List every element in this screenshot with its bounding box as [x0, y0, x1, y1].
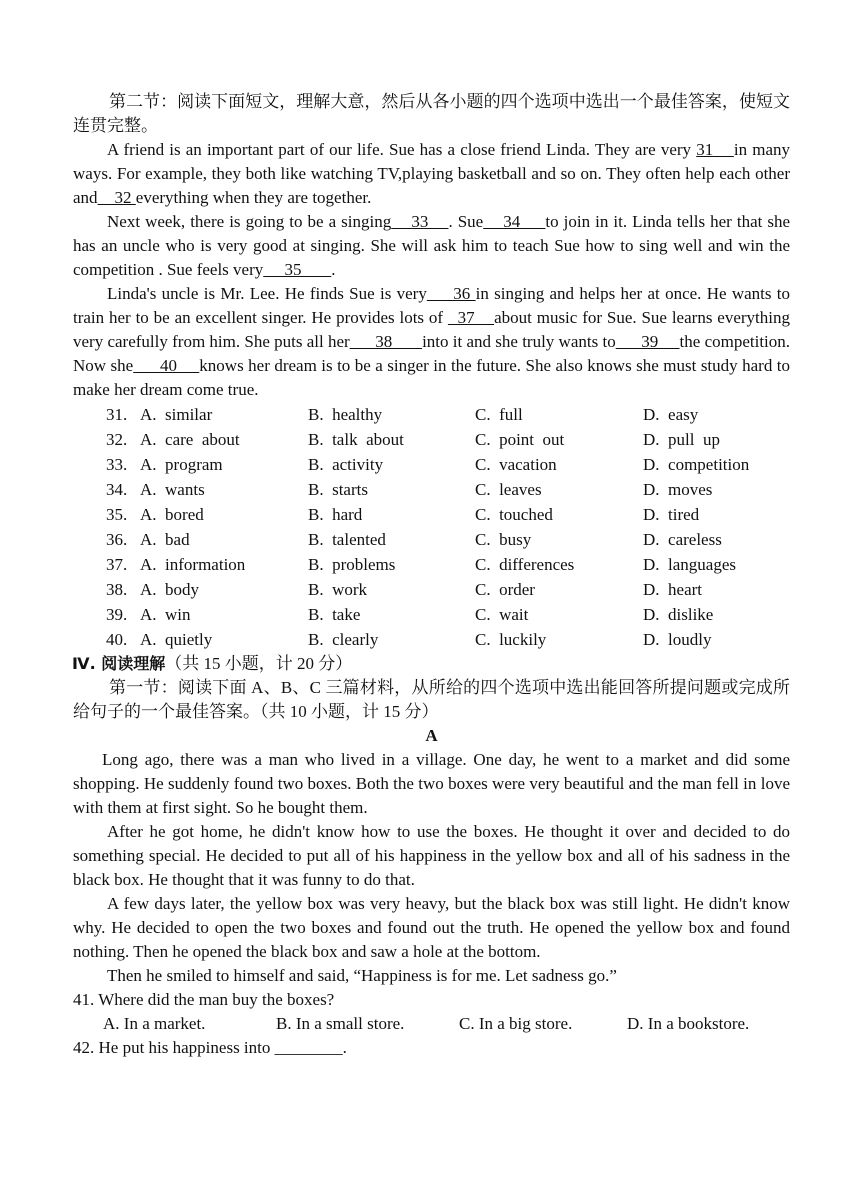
option-row	[73, 527, 790, 552]
option-d[interactable]: D. careless	[643, 530, 722, 549]
question-number: 40.	[106, 630, 128, 649]
question-41: 41. Where did the man buy the boxes?	[73, 990, 335, 1009]
option-row	[73, 402, 790, 427]
option-b[interactable]: B. activity	[308, 455, 384, 474]
option-row	[73, 602, 790, 627]
text-run: knows her dream is to be a singer in the future. She also knows she must study hard to make her dream come true.	[73, 356, 791, 399]
option-b[interactable]: B. clearly	[308, 630, 379, 649]
passage-paragraph-4: Then he smiled to himself and said, “Happiness is for me. Let sadness go.”	[107, 966, 617, 985]
option-c[interactable]: C. order	[475, 580, 535, 599]
section-title: Ⅳ. 阅读理解	[72, 654, 166, 673]
option-b[interactable]: B. talented	[308, 530, 386, 549]
text-run: everything when they are together.	[135, 188, 372, 207]
option-b[interactable]: B. healthy	[308, 405, 383, 424]
text-run: about music for Sue. Sue learns everything very carefully from him. She puts all her	[73, 308, 790, 351]
cloze-paragraph-3	[73, 282, 790, 402]
option-row	[73, 427, 790, 452]
question-number: 35.	[106, 505, 128, 524]
option-a[interactable]: A. care about	[140, 430, 240, 449]
option-c[interactable]: C. busy	[475, 530, 532, 549]
blank-31: 31	[696, 140, 734, 159]
text-run: in singing and helps her at once. He wants to train her to be an excellent singer. He provides lots of	[73, 284, 791, 327]
option-a[interactable]: A. bored	[140, 505, 204, 524]
reading-instruction: 第一节：阅读下面 A、B、C 三篇材料，从所给的四个选项中选出能回答所提问题或完成所给句子的一个最佳答案。（共 10 小题，计 15 分）	[73, 678, 790, 721]
option-row	[73, 477, 790, 502]
question-number: 39.	[106, 605, 128, 624]
option-d[interactable]: D. easy	[643, 405, 699, 424]
option-b[interactable]: B. hard	[308, 505, 363, 524]
text-run: . Sue	[448, 212, 484, 231]
option-d[interactable]: D. In a bookstore.	[627, 1014, 750, 1033]
option-d[interactable]: D. tired	[643, 505, 700, 524]
question-number: 36.	[106, 530, 128, 549]
question-number: 37.	[106, 555, 128, 574]
text-run: .	[331, 260, 336, 279]
option-b[interactable]: B. In a small store.	[276, 1014, 405, 1033]
option-a[interactable]: A. wants	[140, 480, 205, 499]
option-a[interactable]: A. win	[140, 605, 191, 624]
text-run: to join in it. Linda tells her that she has an uncle who is very good at singing. She will ask him to teach Sue how to sing well and win the competition . Sue feels very	[73, 212, 791, 279]
passage-paragraph-1: Long ago, there was a man who lived in a village. One day, he went to a market and did some shopping. He suddenly found two boxes. Both the two boxes were very beautiful and the man fell in love with them at first sight. So he bought them.	[73, 750, 790, 817]
option-c[interactable]: C. touched	[475, 505, 553, 524]
blank-36: 36	[426, 284, 476, 303]
option-row	[73, 627, 790, 652]
option-row	[73, 452, 790, 477]
option-c[interactable]: C. vacation	[475, 455, 557, 474]
option-a[interactable]: A. body	[140, 580, 200, 599]
question-number: 31.	[106, 405, 128, 424]
option-c[interactable]: C. differences	[475, 555, 575, 574]
option-c[interactable]: C. wait	[475, 605, 529, 624]
blank-37: 37	[447, 308, 495, 327]
passage-paragraph-2: After he got home, he didn't know how to use the boxes. He thought it over and decided to do something special. He decided to put all of his happiness in the yellow box and all of his sadness in the black box. He thought that it was funny to do that.	[73, 822, 790, 889]
blank-33: 33	[391, 212, 449, 231]
option-d[interactable]: D. dislike	[643, 605, 714, 624]
exam-page	[73, 90, 790, 1060]
option-a[interactable]: A. program	[140, 455, 223, 474]
blank-38: 38	[349, 332, 423, 351]
question-number: 32.	[106, 430, 128, 449]
question-41-options	[73, 1012, 790, 1036]
option-b[interactable]: B. problems	[308, 555, 396, 574]
option-a[interactable]: A. information	[140, 555, 246, 574]
option-c[interactable]: C. leaves	[475, 480, 542, 499]
text-run: into it and she truly wants to	[422, 332, 616, 351]
option-c[interactable]: C. point out	[475, 430, 565, 449]
option-a[interactable]: A. quietly	[140, 630, 213, 649]
passage-paragraph-3: A few days later, the yellow box was very heavy, but the black box was still light. He didn't know why. He decided to open the two boxes and found out the truth. He opened the yellow box and found nothing. Then he opened the black box and saw a hole at the bottom.	[73, 894, 790, 961]
blank-32: 32	[97, 188, 136, 207]
option-d[interactable]: D. competition	[643, 455, 750, 474]
option-d[interactable]: D. pull up	[643, 430, 720, 449]
blank-35: 35	[263, 260, 332, 279]
option-c[interactable]: C. luckily	[475, 630, 547, 649]
text-run: Linda's uncle is Mr. Lee. He finds Sue is very	[107, 284, 427, 303]
text-run: the competition. Now she	[73, 332, 791, 375]
option-d[interactable]: D. heart	[643, 580, 703, 599]
question-number: 33.	[106, 455, 128, 474]
option-c[interactable]: C. full	[475, 405, 523, 424]
blank-34: 34	[483, 212, 546, 231]
option-b[interactable]: B. talk about	[308, 430, 404, 449]
question-number: 34.	[106, 480, 128, 499]
passage-label: A	[425, 726, 438, 745]
text-run: A friend is an important part of our life. Sue has a close friend Linda. They are very	[107, 140, 697, 159]
option-row	[73, 552, 790, 577]
option-c[interactable]: C. In a big store.	[459, 1014, 573, 1033]
cloze-instruction: 第二节：阅读下面短文，理解大意，然后从各小题的四个选项中选出一个最佳答案，使短文连贯完整。	[73, 92, 790, 135]
question-number: 38.	[106, 580, 128, 599]
cloze-paragraph-2	[73, 210, 790, 282]
option-row	[73, 577, 790, 602]
text-run: Next week, there is going to be a singing	[107, 212, 392, 231]
option-a[interactable]: A. similar	[140, 405, 213, 424]
option-row	[73, 502, 790, 527]
blank-39: 39	[615, 332, 680, 351]
options-table	[73, 402, 790, 652]
option-d[interactable]: D. moves	[643, 480, 713, 499]
option-a[interactable]: A. In a market.	[103, 1014, 206, 1033]
option-b[interactable]: B. work	[308, 580, 368, 599]
option-a[interactable]: A. bad	[140, 530, 190, 549]
blank-40: 40	[133, 356, 200, 375]
text-run: in many ways. For example, they both like watching TV,playing basketball and so on. They often help each other and	[73, 140, 791, 207]
option-d[interactable]: D. loudly	[643, 630, 712, 649]
cloze-paragraph-1	[73, 138, 790, 210]
option-b[interactable]: B. starts	[308, 480, 368, 499]
option-b[interactable]: B. take	[308, 605, 361, 624]
section-note: （共 15 小题，计 20 分）	[165, 654, 353, 673]
question-42: 42. He put his happiness into ________.	[73, 1038, 347, 1057]
option-d[interactable]: D. languages	[643, 555, 737, 574]
section-heading	[73, 652, 790, 676]
